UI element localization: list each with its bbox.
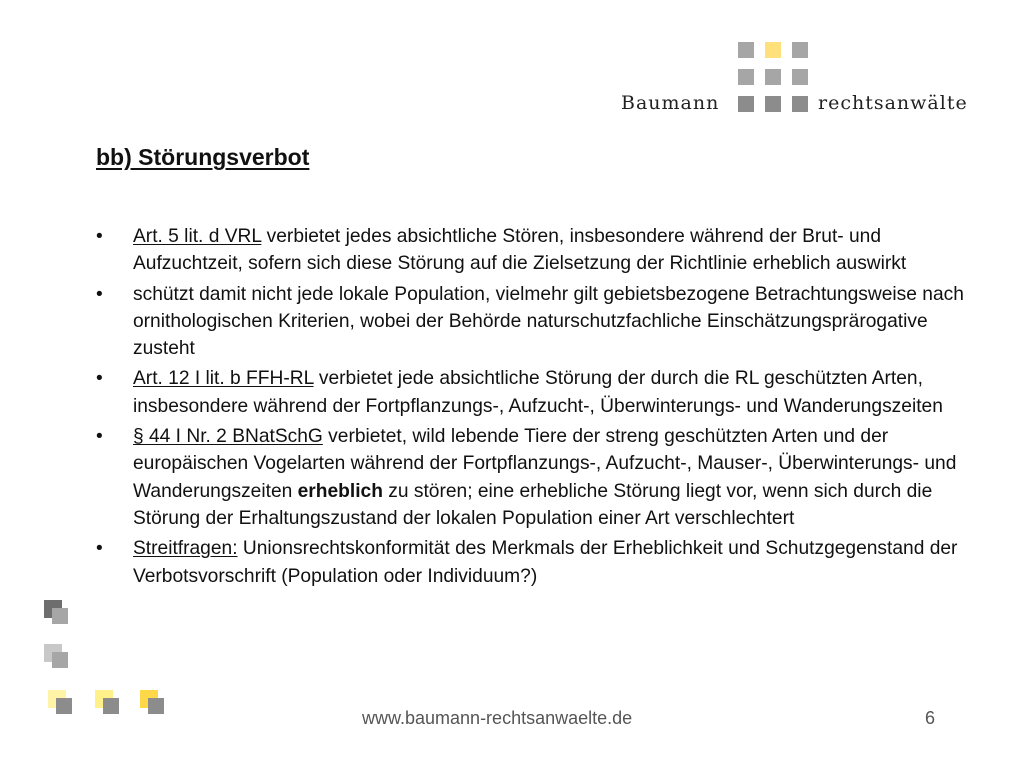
logo-square xyxy=(738,69,754,85)
bullet-item xyxy=(96,223,986,278)
bullet-text: schützt damit nicht jede lokale Population, vielmehr gilt gebietsbezogene Betrachtungsweise nach ornithologischen Kriterien, wobei der Behörde naturschutzfachliche Einschätzungsprärogative zusteht xyxy=(133,283,964,360)
bullet-text: verbietet jedes absichtliche Stören, insbesondere während der Brut- und Aufzuchtzeit, sofern sich diese Störung auf die Zielsetzung der Richtlinie erheblich auswirkt xyxy=(133,226,907,275)
decorative-square xyxy=(95,690,119,714)
logo-square xyxy=(738,96,754,112)
bullet-marker: • xyxy=(96,226,103,247)
footer-url: www.baumann-rechtsanwaelte.de xyxy=(362,708,633,728)
logo-text-rechtsanwaelte: rechtsanwälte xyxy=(818,92,968,114)
decorative-square xyxy=(44,600,68,624)
bullet-item xyxy=(96,423,986,532)
decorative-square-back xyxy=(52,608,68,624)
decorative-square-back xyxy=(148,698,164,714)
law-reference-link: Art. 12 I lit. b FFH-RL xyxy=(133,368,314,390)
streitfragen-label: Streitfragen: xyxy=(133,538,238,560)
decorative-square xyxy=(44,644,68,668)
bullet-text: verbietet jede absichtliche Störung der durch die RL geschützten Arten, insbesondere während der Fortpflanzungs-, Aufzucht-, Überwinterungs- und Wanderungszeiten xyxy=(133,368,943,417)
bullet-text: zu stören; eine erhebliche Störung liegt vor, wenn sich durch die Störung der Erhaltungszustand der lokalen Population einer Art verschlechtert xyxy=(133,480,933,529)
law-reference-link: Art. 5 lit. d VRL xyxy=(133,226,262,247)
bullet-list xyxy=(96,223,986,593)
bullet-text: Unionsrechtskonformität des Merkmals der Erheblichkeit und Schutzgegenstand der Verbotsvorschrift (Population oder Individuum?) xyxy=(133,538,958,587)
decorative-square-back xyxy=(52,652,68,668)
bullet-marker: • xyxy=(96,368,103,390)
logo-square xyxy=(765,69,781,85)
decorative-square-back xyxy=(103,698,119,714)
bullet-marker: • xyxy=(96,283,103,305)
logo-square xyxy=(765,96,781,112)
logo-square xyxy=(792,42,808,58)
logo-square xyxy=(792,69,808,85)
bullet-marker: • xyxy=(96,538,103,560)
law-reference-link: § 44 I Nr. 2 BNatSchG xyxy=(133,426,323,448)
bullet-item xyxy=(96,535,986,590)
bullet-emphasis: erheblich xyxy=(297,480,383,502)
decorative-square xyxy=(140,690,164,714)
logo-square-grid xyxy=(738,42,808,112)
page-number: 6 xyxy=(925,708,936,728)
bullet-marker: • xyxy=(96,426,103,448)
bullet-item xyxy=(96,281,986,363)
logo-square-accent xyxy=(765,42,781,58)
logo-square xyxy=(738,42,754,58)
decorative-square-back xyxy=(56,698,72,714)
bullet-item xyxy=(96,365,986,420)
bullet-text: verbietet, wild lebende Tiere der streng geschützten Arten und der europäischen Vogelarten während der Fortpflanzungs-, Aufzucht-, Mauser-, Überwinterungs- und Wanderungszeiten xyxy=(133,426,957,502)
logo-text-baumann: Baumann xyxy=(621,92,720,114)
slide-title: bb) Störungsverbot xyxy=(96,144,310,170)
decorative-square xyxy=(48,690,72,714)
logo-square xyxy=(792,96,808,112)
